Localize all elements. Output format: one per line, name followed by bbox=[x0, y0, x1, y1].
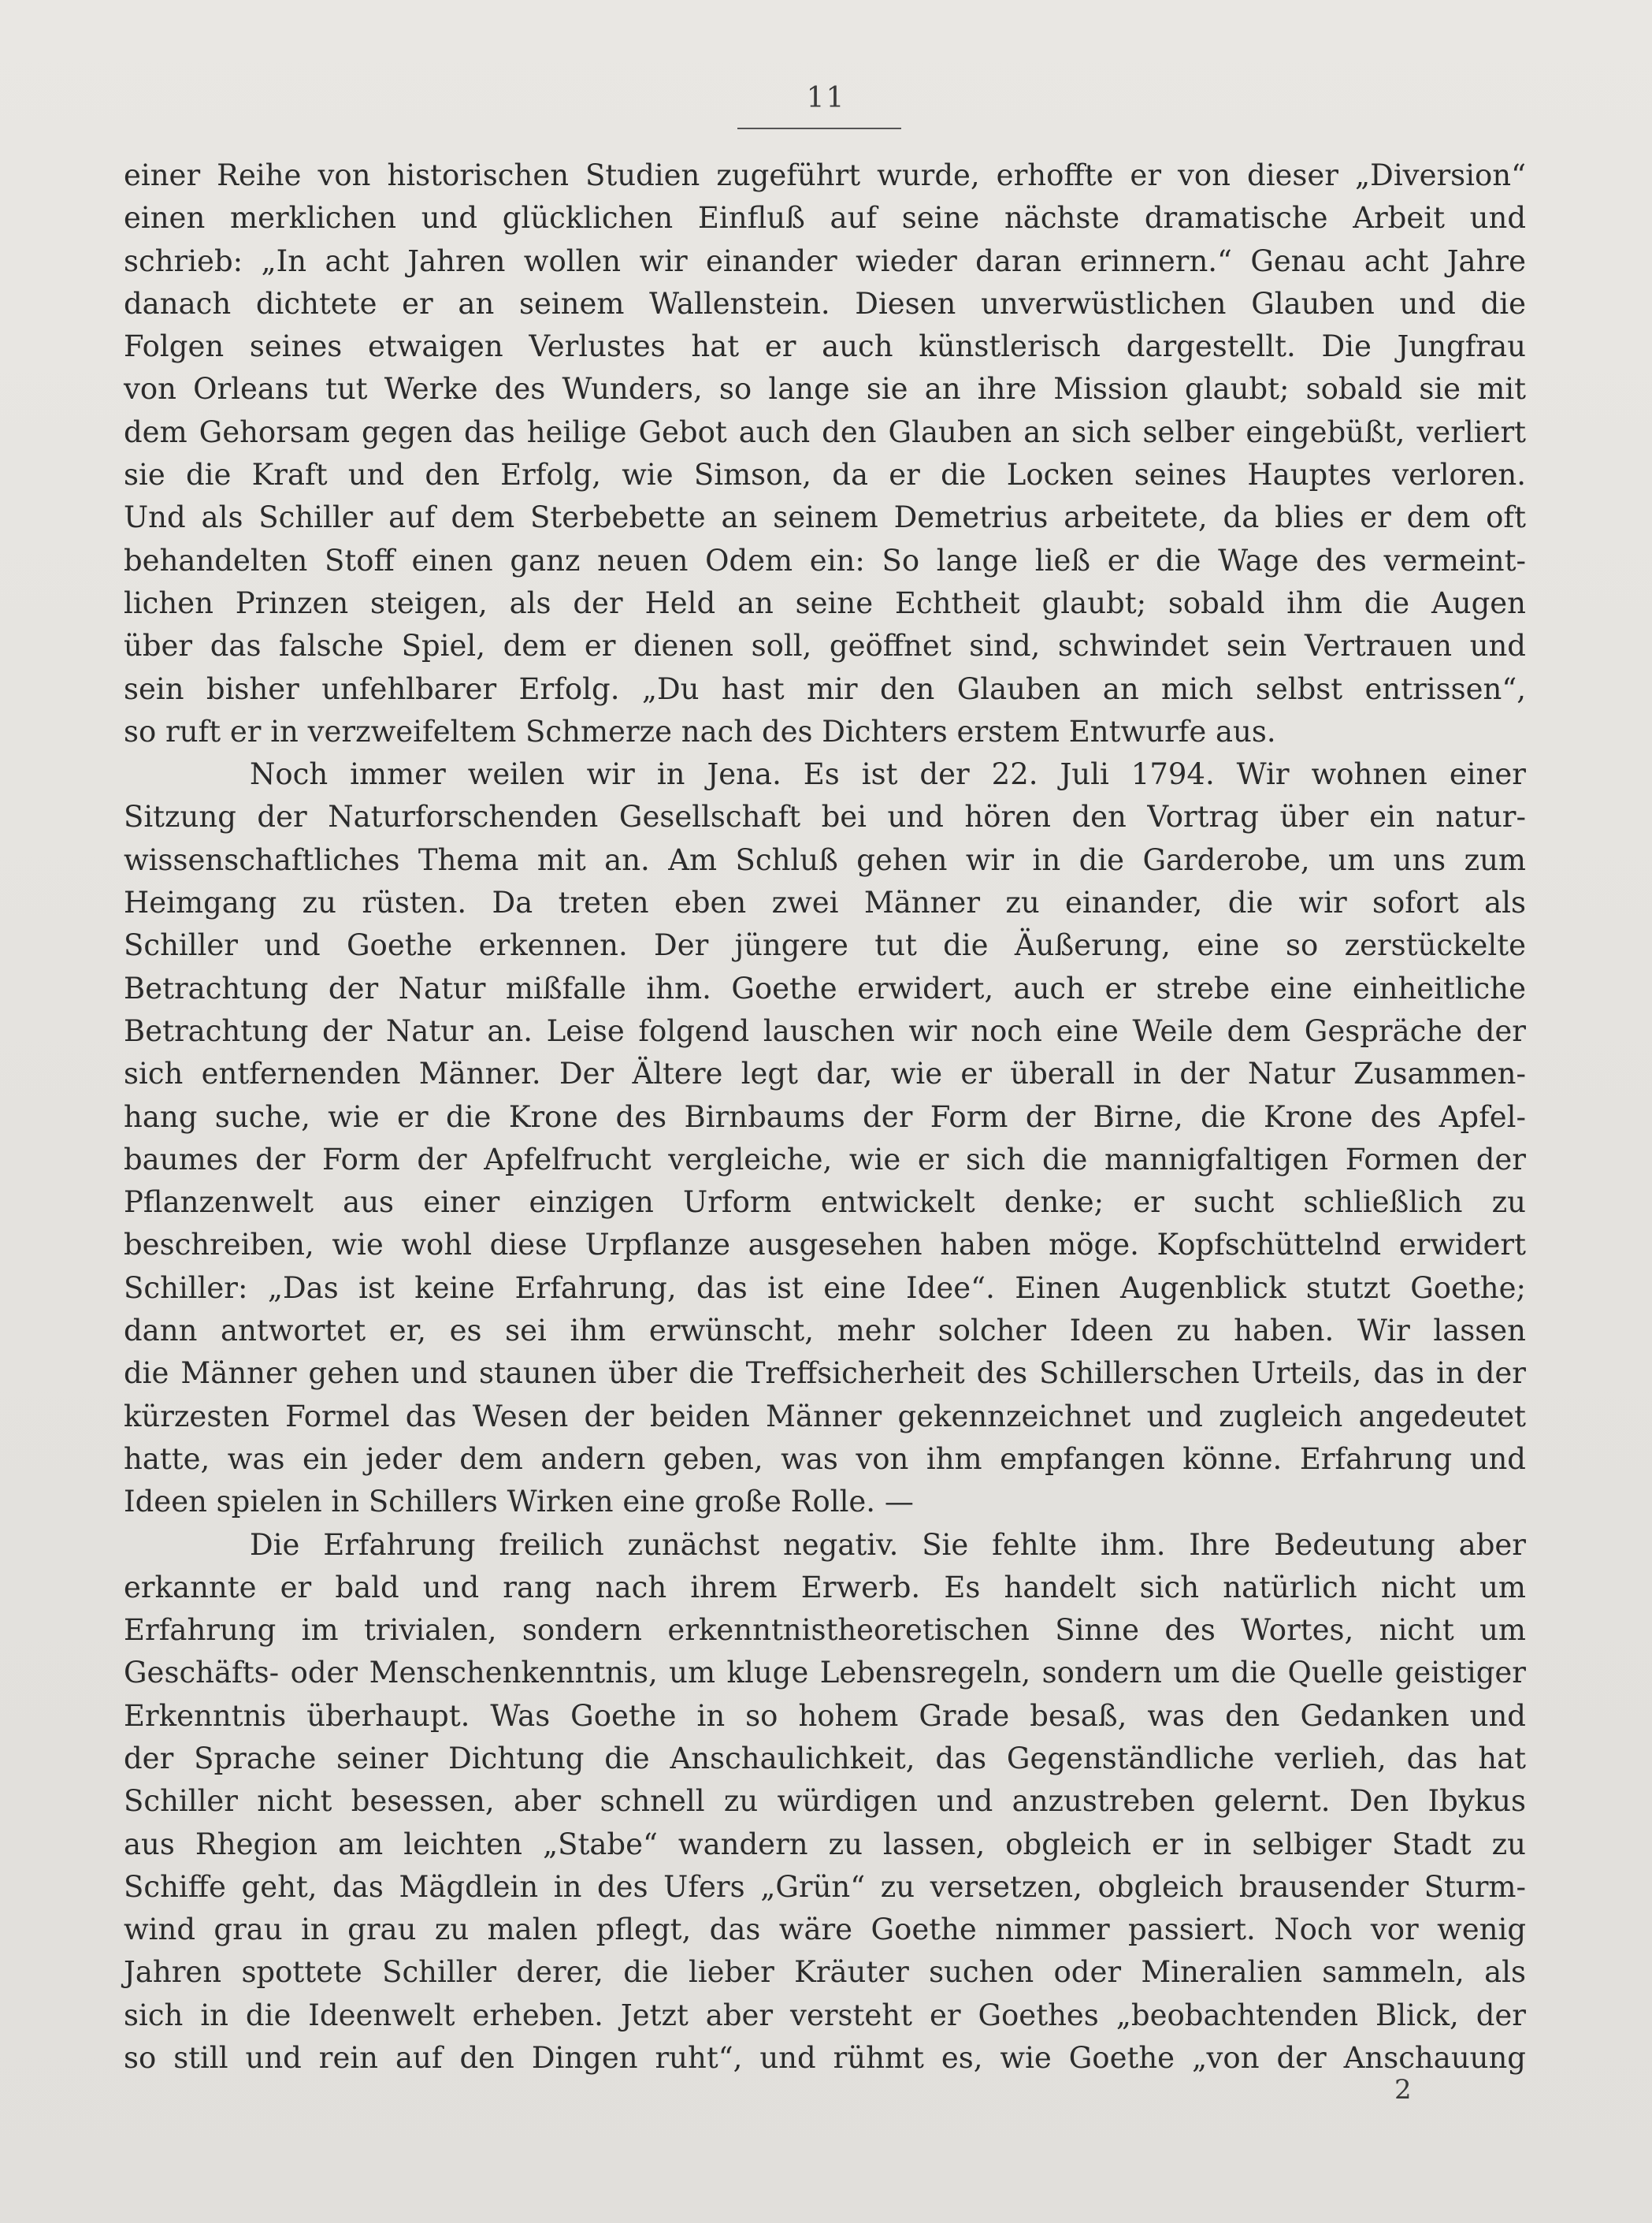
text-line: danach dichtete er an seinem Wallenstein. Diesen unverwüstlichen Glauben und die bbox=[124, 286, 1526, 321]
paragraph-end-line: so ruft er in verzweifeltem Schmerze nach des Dichters erstem Entwurfe aus. bbox=[124, 714, 1276, 749]
text-line: sich entfernenden Männer. Der Ältere legt dar, wie er überall in der Natur Zusammen- bbox=[124, 1057, 1526, 1091]
text-line: baumes der Form der Apfelfrucht vergleiche, wie er sich die mannigfaltigen Formen der bbox=[124, 1142, 1526, 1177]
text-line: Schiller und Goethe erkennen. Der jüngere tut die Äußerung, eine so zerstückelte bbox=[124, 928, 1526, 963]
text-line: schrieb: „In acht Jahren wollen wir einander wieder daran erinnern.“ Genau acht Jahre bbox=[124, 243, 1526, 278]
text-line: Betrachtung der Natur an. Leise folgend lauschen wir noch eine Weile dem Gespräche der bbox=[124, 1013, 1526, 1048]
text-line: sich in die Ideenwelt erheben. Jetzt aber versteht er Goethes „beobachtenden Blick, der bbox=[124, 1998, 1526, 2032]
text-line: Geschäfts- oder Menschenkenntnis, um kluge Lebensregeln, sondern um die Quelle geistiger bbox=[124, 1656, 1526, 1690]
text-line: so still und rein auf den Dingen ruht“, und rühmt es, wie Goethe „von der Anschauung bbox=[124, 2041, 1526, 2076]
text-line: beschreiben, wie wohl diese Urpflanze ausgesehen haben möge. Kopfschüttelnd erwidert bbox=[124, 1228, 1526, 1262]
text-line: Heimgang zu rüsten. Da treten eben zwei Männer zu einander, die wir sofort als bbox=[124, 886, 1526, 920]
text-line: der Sprache seiner Dichtung die Anschaulichkeit, das Gegenständliche verlieh, das hat bbox=[124, 1741, 1526, 1775]
text-line: Jahren spottete Schiller derer, die lieber Kräuter suchen oder Mineralien sammeln, als bbox=[124, 1955, 1526, 1990]
text-line: Schiller: „Das ist keine Erfahrung, das ist eine Idee“. Einen Augenblick stutzt Goethe; bbox=[124, 1270, 1526, 1305]
text-line: Sitzung der Naturforschenden Gesellschaft bei und hören den Vortrag über ein natur- bbox=[124, 800, 1526, 835]
text-line: wissenschaftliches Thema mit an. Am Schluß gehen wir in die Garderobe, um uns zum bbox=[124, 842, 1526, 877]
text-line: Schiller nicht besessen, aber schnell zu würdigen und anzustreben gelernt. Den Ibykus bbox=[124, 1784, 1526, 1819]
text-line: Betrachtung der Natur mißfalle ihm. Goethe erwidert, auch er strebe eine einheitliche bbox=[124, 971, 1526, 1006]
text-line: einen merklichen und glücklichen Einfluß auf seine nächste dramatische Arbeit und bbox=[124, 201, 1526, 236]
text-line: Folgen seines etwaigen Verlustes hat er auch künstlerisch dargestellt. Die Jungfrau bbox=[124, 329, 1526, 364]
page-number: 11 bbox=[806, 82, 846, 114]
paragraph-end-line: Ideen spielen in Schillers Wirken eine große Rolle. — bbox=[124, 1485, 914, 1519]
paragraph-start-line: Noch immer weilen wir in Jena. Es ist der 22. Juli 1794. Wir wohnen einer bbox=[250, 757, 1526, 792]
header-rule bbox=[737, 128, 901, 129]
signature-mark: 2 bbox=[1394, 2074, 1412, 2106]
text-line: von Orleans tut Werke des Wunders, so lange sie an ihre Mission glaubt; sobald sie mit bbox=[124, 372, 1526, 407]
text-line: lichen Prinzen steigen, als der Held an seine Echtheit glaubt; sobald ihm die Augen bbox=[124, 585, 1526, 620]
text-line: über das falsche Spiel, dem er dienen soll, geöffnet sind, schwindet sein Vertrauen und bbox=[124, 629, 1526, 664]
text-line: Erfahrung im trivialen, sondern erkenntnistheoretischen Sinne des Wortes, nicht um bbox=[124, 1613, 1526, 1648]
text-line: hatte, was ein jeder dem andern geben, was von ihm empfangen könne. Erfahrung und bbox=[124, 1441, 1526, 1476]
text-line: wind grau in grau zu malen pflegt, das wäre Goethe nimmer passiert. Noch vor wenig bbox=[124, 1913, 1526, 1947]
text-line: hang suche, wie er die Krone des Birnbaums der Form der Birne, die Krone des Apfel- bbox=[124, 1099, 1526, 1134]
text-line: einer Reihe von historischen Studien zugeführt wurde, erhoffte er von dieser „Diversion“ bbox=[124, 158, 1526, 192]
text-line: Pflanzenwelt aus einer einzigen Urform entwickelt denke; er sucht schließlich zu bbox=[124, 1185, 1526, 1220]
text-line: erkannte er bald und rang nach ihrem Erwerb. Es handelt sich natürlich nicht um bbox=[124, 1570, 1526, 1604]
paragraph-start-line: Die Erfahrung freilich zunächst negativ. Sie fehlte ihm. Ihre Bedeutung aber bbox=[250, 1527, 1526, 1562]
text-line: kürzesten Formel das Wesen der beiden Männer gekennzeichnet und zugleich angedeutet bbox=[124, 1399, 1526, 1433]
text-line: aus Rhegion am leichten „Stabe“ wandern zu lassen, obgleich er in selbiger Stadt zu bbox=[124, 1827, 1526, 1861]
text-line: sein bisher unfehlbarer Erfolg. „Du hast mir den Glauben an mich selbst entrissen“, bbox=[124, 671, 1526, 706]
text-line: die Männer gehen und staunen über die Treffsicherheit des Schillerschen Urteils, das in der bbox=[124, 1356, 1526, 1391]
body-text bbox=[124, 154, 1526, 2080]
text-line: dann antwortet er, es sei ihm erwünscht, mehr solcher Ideen zu haben. Wir lassen bbox=[124, 1314, 1526, 1348]
text-line: dem Gehorsam gegen das heilige Gebot auch den Glauben an sich selber eingebüßt, verliert bbox=[124, 414, 1526, 449]
text-line: Erkenntnis überhaupt. Was Goethe in so hohem Grade besaß, was den Gedanken und bbox=[124, 1698, 1526, 1733]
text-line: sie die Kraft und den Erfolg, wie Simson, da er die Locken seines Hauptes verloren. bbox=[124, 458, 1526, 493]
text-line: behandelten Stoff einen ganz neuen Odem ein: So lange ließ er die Wage des vermeint- bbox=[124, 543, 1526, 578]
text-line: Und als Schiller auf dem Sterbebette an seinem Demetrius arbeitete, da blies er dem oft bbox=[124, 500, 1526, 535]
text-line: Schiffe geht, das Mägdlein in des Ufers „Grün“ zu versetzen, obgleich brausender Sturm- bbox=[124, 1869, 1526, 1904]
